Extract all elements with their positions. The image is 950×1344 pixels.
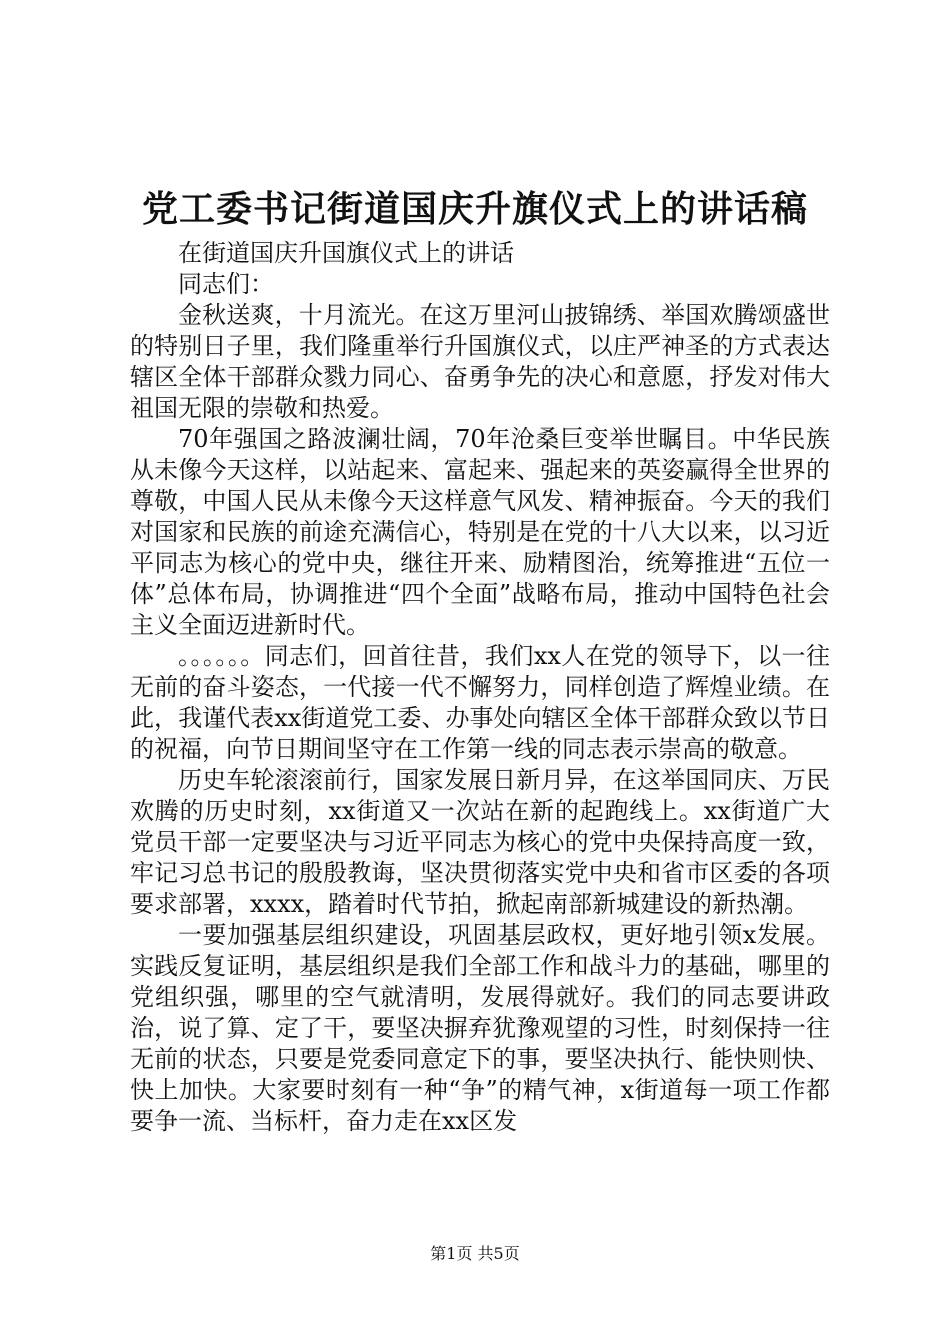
document-title: 党工委书记街道国庆升旗仪式上的讲话稿 bbox=[141, 188, 808, 230]
paragraph-subtitle: 在街道国庆升国旗仪式上的讲话 bbox=[178, 239, 514, 267]
paragraph-body: 。。。。。。同志们，回首往昔，我们xx人在党的领导下，以一往无前的奋斗姿态，一代接一代不懈努力，同样创造了辉煌业绩。在此，我谨代表xx街道党工委、办事处向辖区全体干部群众致以节日的祝福，向节日期间坚守在工作第一线的同志表示崇高的敬意。 bbox=[130, 642, 830, 763]
paragraph-body: 70年强国之路波澜壮阔，70年沧桑巨变举世瞩目。中华民族从未像今天这样，以站起来、富起来、强起来的英姿赢得全世界的尊敬，中国人民从未像今天这样意气风发、精神振奋。今天的我们对国家和民族的前途充满信心，特别是在党的十八大以来，以习近平同志为核心的党中央，继往开来、励精图治，统筹推进“五位一体”总体布局，协调推进“四个全面”战略布局，推动中国特色社会主义全面迈进新时代。 bbox=[130, 425, 830, 639]
paragraph-body: 一要加强基层组织建设，巩固基层政权，更好地引领x发展。实践反复证明，基层组织是我们全部工作和战斗力的基础，哪里的党组织强，哪里的空气就清明，发展得就好。我们的同志要讲政治，说了算、定了干，要坚决摒弃犹豫观望的习性，时刻保持一往无前的状态，只要是党委同意定下的事，要坚决执行、能快则快、快上加快。大家要时刻有一种“争”的精气神，x街道每一项工作都要争一流、当标杆，奋力走在xx区发 bbox=[130, 921, 830, 1135]
paragraph-body: 历史车轮滚滚前行，国家发展日新月异，在这举国同庆、万民欢腾的历史时刻，xx街道又一次站在新的起跑线上。xx街道广大党员干部一定要坚决与习近平同志为核心的党中央保持高度一致，牢记习总书记的殷殷教诲，坚决贯彻落实党中央和省市区委的各项要求部署，xxxx，踏着时代节拍，掀起南部新城建设的新热潮。 bbox=[130, 766, 830, 918]
paragraph-body: 金秋送爽，十月流光。在这万里河山披锦绣、举国欢腾颂盛世的特别日子里，我们隆重举行升国旗仪式，以庄严神圣的方式表达辖区全体干部群众戮力同心、奋勇争先的决心和意愿，抒发对伟大祖国无限的崇敬和热爱。 bbox=[130, 301, 830, 422]
paragraph-salutation: 同志们： bbox=[178, 270, 274, 298]
document-body bbox=[130, 238, 830, 1137]
page-indicator: 第1页 共5页 bbox=[430, 1244, 520, 1263]
